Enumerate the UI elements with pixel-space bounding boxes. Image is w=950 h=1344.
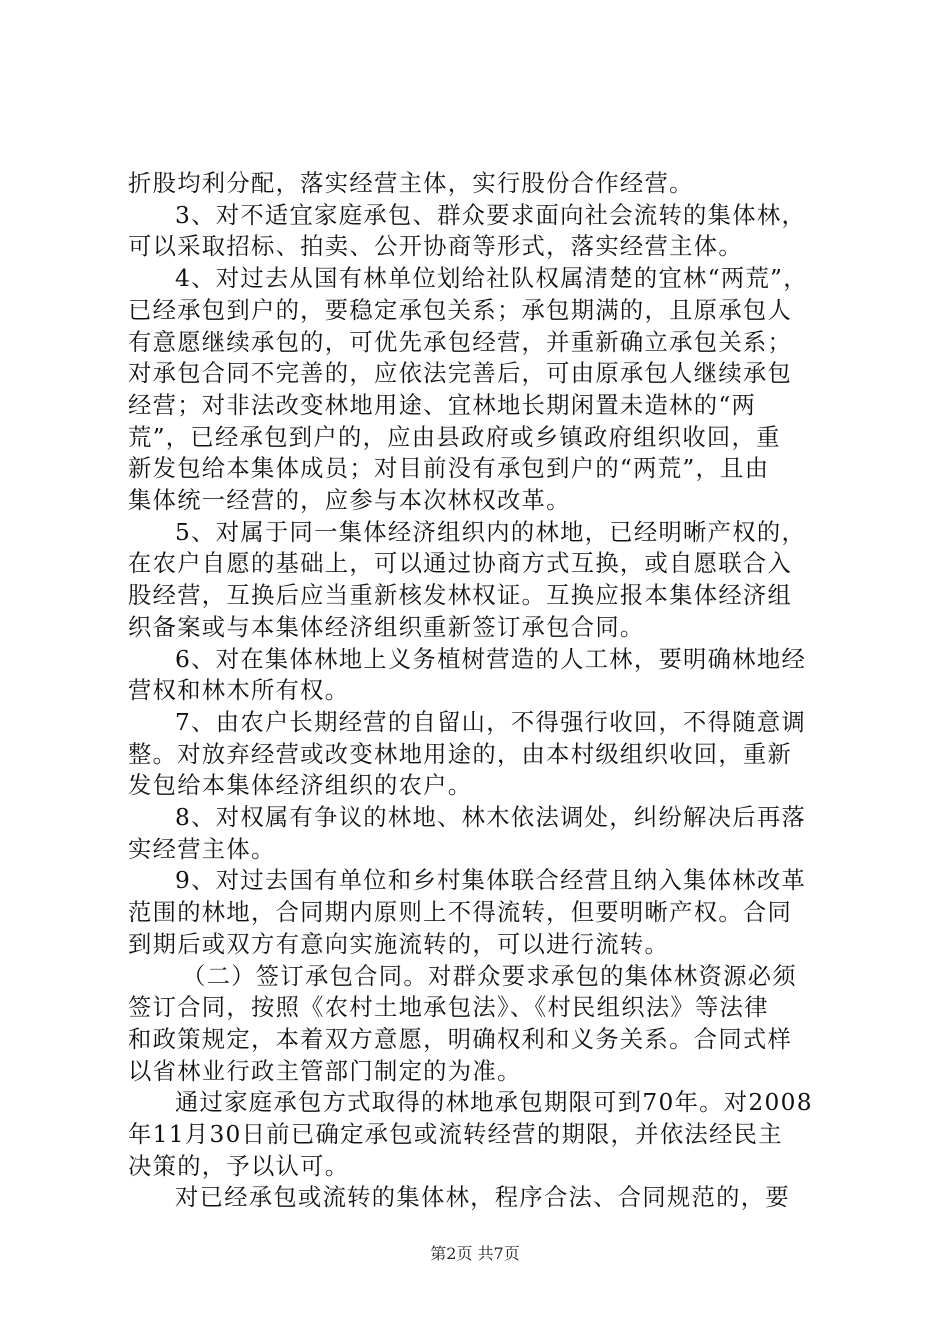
text-line: 和政策规定，本着双方意愿，明确权利和义务关系。合同式样 xyxy=(128,1025,793,1053)
text-line: 有意愿继续承包的，可优先承包经营，并重新确立承包关系； xyxy=(128,328,793,356)
text-line: 可以采取招标、拍卖、公开协商等形式，落实经营主体。 xyxy=(128,233,743,261)
text-line: 3、对不适宜家庭承包、群众要求面向社会流转的集体林， xyxy=(175,201,807,229)
text-line: 决策的，予以认可。 xyxy=(128,1152,350,1180)
text-line: 实经营主体。 xyxy=(128,835,276,863)
text-line: 7、由农户长期经营的自留山，不得强行收回，不得随意调 xyxy=(175,708,807,736)
text-line: 对已经承包或流转的集体林，程序合法、合同规范的，要 xyxy=(175,1184,790,1212)
text-line: 通过家庭承包方式取得的林地承包期限可到70年。对2008 xyxy=(175,1089,813,1117)
text-line: 营权和林木所有权。 xyxy=(128,677,350,705)
text-line: 年11月30日前已确定承包或流转经营的期限，并依法经民主 xyxy=(128,1121,783,1148)
text-line: 范围的林地，合同期内原则上不得流转，但要明晰产权。合同 xyxy=(128,899,793,927)
text-line: 到期后或双方有意向实施流转的，可以进行流转。 xyxy=(128,930,670,958)
text-line: 新发包给本集体成员；对目前没有承包到户的“两荒”，且由 xyxy=(128,455,770,483)
text-line: 经营；对非法改变林地用途、宜林地长期闲置未造林的“两 xyxy=(128,391,757,419)
text-line: 签订合同，按照《农村土地承包法》、《村民组织法》等法律 xyxy=(128,994,769,1022)
text-line: 股经营，互换后应当重新核发林权证。互换应报本集体经济组 xyxy=(128,582,793,610)
text-line: （二）签订承包合同。对群众要求承包的集体林资源必须 xyxy=(182,962,797,990)
text-line: 集体统一经营的，应参与本次林权改革。 xyxy=(128,487,571,514)
page-footer: 第2页 共7页 xyxy=(430,1244,520,1263)
text-line: 折股均利分配，落实经营主体，实行股份合作经营。 xyxy=(128,170,694,197)
text-line: 9、对过去国有单位和乡村集体联合经营且纳入集体林改革 xyxy=(175,867,807,895)
text-line: 在农户自愿的基础上，可以通过协商方式互换，或自愿联合入 xyxy=(128,550,793,578)
text-line: 已经承包到户的，要稳定承包关系；承包期满的，且原承包人 xyxy=(128,296,793,324)
text-line: 织备案或与本集体经济组织重新签订承包合同。 xyxy=(128,613,645,641)
text-line: 以省林业行政主管部门制定的为准。 xyxy=(128,1057,522,1085)
text-line: 荒”，已经承包到户的，应由县政府或乡镇政府组织收回，重 xyxy=(128,423,781,451)
text-line: 4、对过去从国有林单位划给社队权属清楚的宜林“两荒”， xyxy=(175,265,808,293)
text-line: 整。对放弃经营或改变林地用途的，由本村级组织收回，重新 xyxy=(128,740,793,768)
text-line: 对承包合同不完善的，应依法完善后，可由原承包人继续承包 xyxy=(128,360,793,388)
text-line: 8、对权属有争议的林地、林木依法调处，纠纷解决后再落 xyxy=(175,804,807,831)
text-line: 5、对属于同一集体经济组织内的林地，已经明晰产权的， xyxy=(175,518,807,546)
text-line: 6、对在集体林地上义务植树营造的人工林，要明确林地经 xyxy=(175,645,807,673)
text-line: 发包给本集体经济组织的农户。 xyxy=(128,772,473,800)
